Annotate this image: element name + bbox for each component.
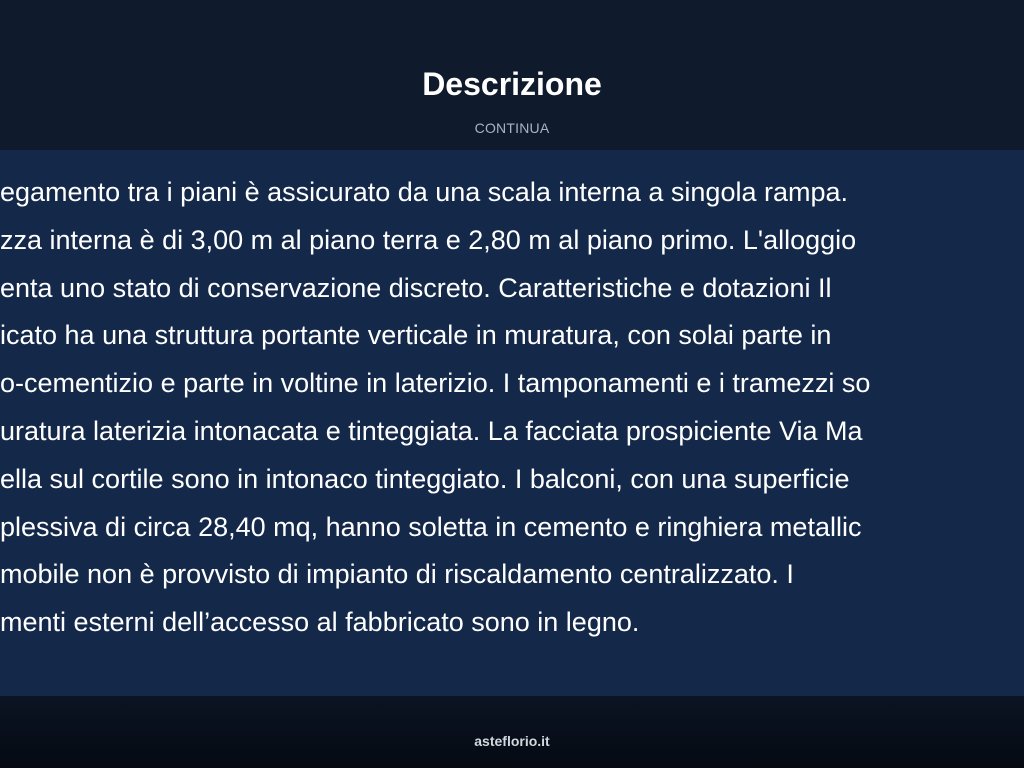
description-line-8: plessiva di circa 28,40 mq, hanno soletta in cemento e ringhiera metallic (0, 512, 862, 542)
description-line-2: zza interna è di 3,00 m al piano terra e 2,80 m al piano primo. L'alloggio (0, 225, 857, 255)
header (0, 0, 1024, 150)
description-line-4: icato ha una struttura portante verticale in muratura, con solai parte in (0, 320, 832, 350)
page-title: Descrizione (422, 66, 602, 102)
description-line-9: mobile non è provvisto di impianto di riscaldamento centralizzato. I (0, 559, 794, 589)
description-line-1: egamento tra i piani è assicurato da una scala interna a singola rampa. (0, 177, 849, 207)
continue-link[interactable]: CONTINUA (474, 120, 550, 136)
description-line-6: uratura laterizia intonacata e tinteggiata. La facciata prospiciente Via Ma (0, 416, 863, 446)
description-panel (0, 150, 1024, 696)
footer (0, 696, 1024, 768)
description-line-3: enta uno stato di conservazione discreto. Caratteristiche e dotazioni Il (0, 273, 832, 303)
description-line-7: ella sul cortile sono in intonaco tinteggiato. I balconi, con una superficie (0, 464, 850, 494)
description-line-10: menti esterni dell’accesso al fabbricato sono in legno. (0, 607, 640, 637)
footer-site-link[interactable]: asteflorio.it (474, 733, 550, 749)
description-line-5: o-cementizio e parte in voltine in laterizio. I tamponamenti e i tramezzi so (0, 368, 871, 398)
